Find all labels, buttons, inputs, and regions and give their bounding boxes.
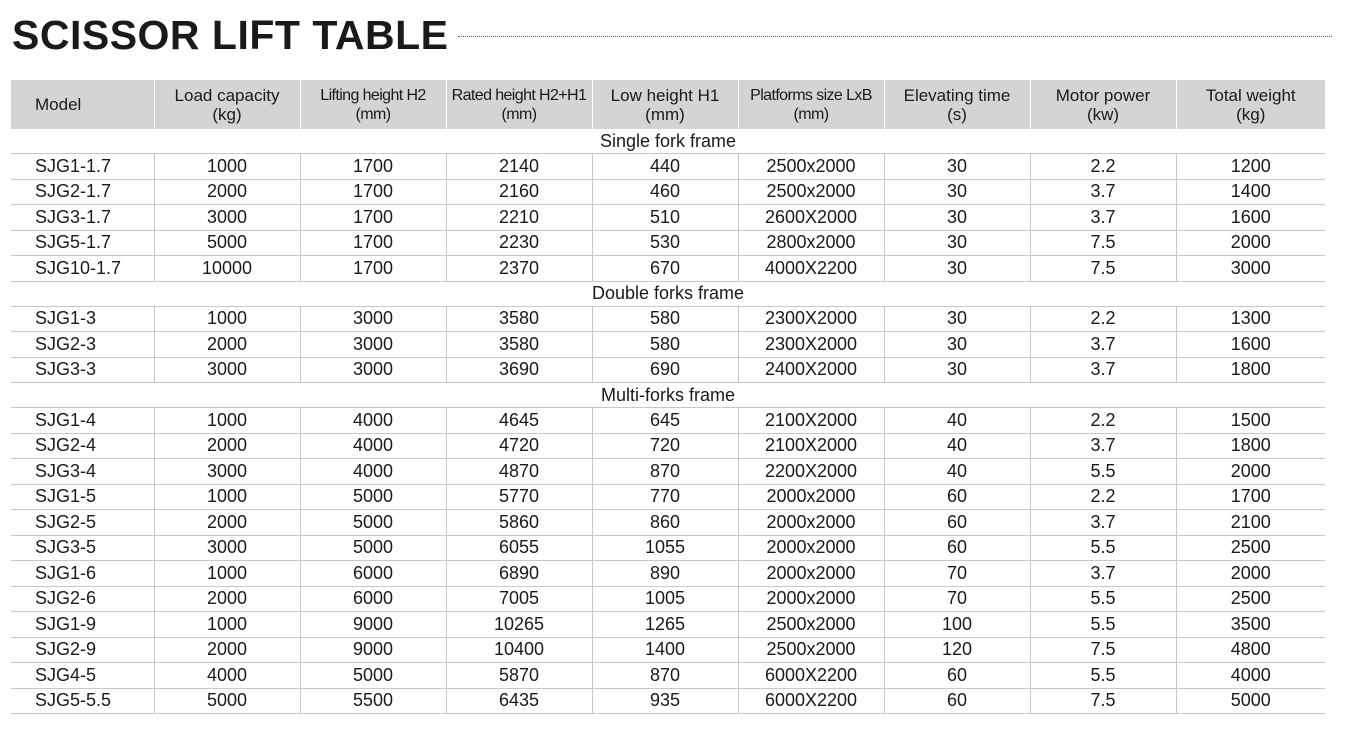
cell-model: SJG10-1.7	[11, 256, 154, 282]
cell-lifting-height: 1700	[300, 256, 446, 282]
cell-platform-size: 2400X2000	[738, 357, 884, 383]
cell-rated-height: 3690	[446, 357, 592, 383]
cell-motor-power: 7.5	[1030, 256, 1176, 282]
cell-rated-height: 5860	[446, 510, 592, 536]
cell-elevating-time: 40	[884, 459, 1030, 485]
header-unit: (mm)	[793, 105, 829, 123]
cell-motor-power: 5.5	[1030, 663, 1176, 689]
cell-model: SJG2-3	[11, 332, 154, 358]
cell-model: SJG1-5	[11, 484, 154, 510]
cell-total-weight: 3000	[1176, 256, 1325, 282]
cell-low-height: 1055	[592, 535, 738, 561]
cell-low-height: 890	[592, 561, 738, 587]
cell-load-capacity: 1000	[154, 612, 300, 638]
header-label: Rated height H2+H1	[451, 86, 587, 104]
cell-low-height: 510	[592, 205, 738, 231]
cell-load-capacity: 5000	[154, 688, 300, 714]
cell-motor-power: 5.5	[1030, 535, 1176, 561]
cell-load-capacity: 2000	[154, 510, 300, 536]
table-row	[11, 561, 1325, 587]
cell-elevating-time: 60	[884, 510, 1030, 536]
header-unit: (kg)	[212, 104, 242, 124]
header-label: Lifting height H2	[320, 86, 426, 104]
cell-model: SJG5-5.5	[11, 688, 154, 714]
cell-load-capacity: 2000	[154, 332, 300, 358]
cell-load-capacity: 3000	[154, 357, 300, 383]
cell-platform-size: 2300X2000	[738, 332, 884, 358]
cell-low-height: 690	[592, 357, 738, 383]
header-row	[11, 80, 1325, 129]
cell-platform-size: 2000x2000	[738, 561, 884, 587]
section-title: Double forks frame	[11, 281, 1325, 306]
header-elevating-time	[884, 80, 1030, 129]
cell-model: SJG4-5	[11, 663, 154, 689]
cell-elevating-time: 70	[884, 586, 1030, 612]
cell-elevating-time: 30	[884, 230, 1030, 256]
table-row	[11, 637, 1325, 663]
table-row	[11, 535, 1325, 561]
cell-motor-power: 3.7	[1030, 357, 1176, 383]
header-unit: (kw)	[1086, 104, 1120, 124]
cell-total-weight: 1800	[1176, 357, 1325, 383]
header-label: Elevating time	[903, 85, 1011, 105]
cell-load-capacity: 2000	[154, 637, 300, 663]
cell-rated-height: 6890	[446, 561, 592, 587]
cell-model: SJG2-4	[11, 433, 154, 459]
cell-total-weight: 1600	[1176, 205, 1325, 231]
cell-motor-power: 3.7	[1030, 433, 1176, 459]
header-total-weight	[1176, 80, 1325, 129]
section-row	[11, 383, 1325, 408]
cell-low-height: 440	[592, 154, 738, 180]
header-load-capacity	[154, 80, 300, 129]
cell-model: SJG3-5	[11, 535, 154, 561]
cell-elevating-time: 100	[884, 612, 1030, 638]
table-row	[11, 459, 1325, 485]
cell-elevating-time: 30	[884, 205, 1030, 231]
cell-lifting-height: 4000	[300, 459, 446, 485]
cell-total-weight: 1700	[1176, 484, 1325, 510]
title-dotted-rule	[458, 36, 1332, 37]
cell-platform-size: 2000x2000	[738, 586, 884, 612]
cell-load-capacity: 1000	[154, 484, 300, 510]
cell-rated-height: 2230	[446, 230, 592, 256]
cell-total-weight: 1600	[1176, 332, 1325, 358]
cell-model: SJG1-9	[11, 612, 154, 638]
cell-total-weight: 1800	[1176, 433, 1325, 459]
cell-total-weight: 2500	[1176, 586, 1325, 612]
cell-low-height: 1005	[592, 586, 738, 612]
cell-low-height: 1400	[592, 637, 738, 663]
cell-load-capacity: 1000	[154, 154, 300, 180]
cell-load-capacity: 4000	[154, 663, 300, 689]
cell-elevating-time: 30	[884, 332, 1030, 358]
header-unit: (s)	[947, 104, 967, 124]
cell-load-capacity: 1000	[154, 408, 300, 434]
cell-elevating-time: 30	[884, 357, 1030, 383]
cell-rated-height: 10265	[446, 612, 592, 638]
table-row	[11, 484, 1325, 510]
cell-motor-power: 2.2	[1030, 484, 1176, 510]
table-body	[11, 129, 1325, 714]
cell-lifting-height: 5000	[300, 510, 446, 536]
header-label: Motor power	[1055, 85, 1151, 105]
table-row	[11, 230, 1325, 256]
cell-motor-power: 3.7	[1030, 561, 1176, 587]
cell-lifting-height: 3000	[300, 332, 446, 358]
table-row	[11, 408, 1325, 434]
cell-elevating-time: 30	[884, 154, 1030, 180]
cell-lifting-height: 5000	[300, 663, 446, 689]
cell-rated-height: 2160	[446, 179, 592, 205]
cell-lifting-height: 1700	[300, 154, 446, 180]
cell-elevating-time: 40	[884, 433, 1030, 459]
cell-model: SJG3-1.7	[11, 205, 154, 231]
header-label: Platforms size LxB	[750, 86, 872, 104]
cell-total-weight: 2000	[1176, 459, 1325, 485]
cell-motor-power: 5.5	[1030, 612, 1176, 638]
cell-lifting-height: 6000	[300, 561, 446, 587]
header-label: Low height H1	[610, 85, 720, 105]
table-row	[11, 306, 1325, 332]
section-row	[11, 281, 1325, 306]
cell-rated-height: 2140	[446, 154, 592, 180]
cell-rated-height: 4870	[446, 459, 592, 485]
cell-total-weight: 4800	[1176, 637, 1325, 663]
cell-elevating-time: 70	[884, 561, 1030, 587]
cell-motor-power: 7.5	[1030, 230, 1176, 256]
cell-elevating-time: 60	[884, 688, 1030, 714]
cell-platform-size: 2100X2000	[738, 408, 884, 434]
cell-platform-size: 2500x2000	[738, 154, 884, 180]
cell-rated-height: 6435	[446, 688, 592, 714]
cell-lifting-height: 1700	[300, 230, 446, 256]
cell-model: SJG5-1.7	[11, 230, 154, 256]
cell-total-weight: 1400	[1176, 179, 1325, 205]
cell-motor-power: 7.5	[1030, 637, 1176, 663]
cell-lifting-height: 5500	[300, 688, 446, 714]
header-model	[11, 80, 154, 129]
cell-lifting-height: 1700	[300, 179, 446, 205]
cell-load-capacity: 10000	[154, 256, 300, 282]
cell-model: SJG2-1.7	[11, 179, 154, 205]
table-row	[11, 586, 1325, 612]
cell-total-weight: 1500	[1176, 408, 1325, 434]
cell-low-height: 935	[592, 688, 738, 714]
cell-model: SJG2-6	[11, 586, 154, 612]
table-row	[11, 663, 1325, 689]
table-row	[11, 205, 1325, 231]
cell-motor-power: 3.7	[1030, 179, 1176, 205]
cell-platform-size: 2500x2000	[738, 612, 884, 638]
header-label: Total weight	[1205, 85, 1296, 105]
cell-elevating-time: 40	[884, 408, 1030, 434]
cell-platform-size: 2000x2000	[738, 535, 884, 561]
cell-total-weight: 4000	[1176, 663, 1325, 689]
cell-motor-power: 2.2	[1030, 408, 1176, 434]
header-label: Model	[35, 95, 82, 114]
cell-platform-size: 2000x2000	[738, 510, 884, 536]
cell-platform-size: 6000X2200	[738, 688, 884, 714]
cell-model: SJG1-6	[11, 561, 154, 587]
cell-elevating-time: 30	[884, 306, 1030, 332]
cell-rated-height: 2210	[446, 205, 592, 231]
cell-elevating-time: 60	[884, 535, 1030, 561]
cell-rated-height: 6055	[446, 535, 592, 561]
cell-lifting-height: 3000	[300, 306, 446, 332]
table-row	[11, 433, 1325, 459]
header-motor-power	[1030, 80, 1176, 129]
cell-platform-size: 2200X2000	[738, 459, 884, 485]
header-unit: (mm)	[355, 105, 391, 123]
table-row	[11, 357, 1325, 383]
cell-motor-power: 2.2	[1030, 154, 1176, 180]
cell-platform-size: 4000X2200	[738, 256, 884, 282]
cell-lifting-height: 6000	[300, 586, 446, 612]
cell-load-capacity: 3000	[154, 205, 300, 231]
header-unit: (mm)	[501, 105, 537, 123]
section-row	[11, 129, 1325, 154]
cell-model: SJG2-9	[11, 637, 154, 663]
header-rated-height	[446, 80, 592, 129]
cell-total-weight: 1200	[1176, 154, 1325, 180]
cell-elevating-time: 120	[884, 637, 1030, 663]
section-title: Single fork frame	[11, 129, 1325, 154]
cell-low-height: 460	[592, 179, 738, 205]
cell-motor-power: 2.2	[1030, 306, 1176, 332]
cell-lifting-height: 9000	[300, 612, 446, 638]
title-bar	[12, 10, 1332, 60]
cell-load-capacity: 1000	[154, 561, 300, 587]
cell-motor-power: 5.5	[1030, 459, 1176, 485]
cell-lifting-height: 3000	[300, 357, 446, 383]
cell-total-weight: 2000	[1176, 561, 1325, 587]
header-unit: (mm)	[645, 104, 685, 124]
cell-load-capacity: 2000	[154, 433, 300, 459]
cell-platform-size: 2800x2000	[738, 230, 884, 256]
cell-low-height: 770	[592, 484, 738, 510]
cell-platform-size: 2000x2000	[738, 484, 884, 510]
cell-platform-size: 2100X2000	[738, 433, 884, 459]
cell-lifting-height: 4000	[300, 408, 446, 434]
page-title: SCISSOR LIFT TABLE	[12, 11, 449, 58]
cell-total-weight: 2100	[1176, 510, 1325, 536]
cell-low-height: 1265	[592, 612, 738, 638]
header-label: Load capacity	[174, 85, 280, 105]
cell-rated-height: 4720	[446, 433, 592, 459]
cell-total-weight: 2500	[1176, 535, 1325, 561]
cell-platform-size: 2600X2000	[738, 205, 884, 231]
cell-model: SJG1-3	[11, 306, 154, 332]
spec-table	[11, 80, 1325, 714]
section-title: Multi-forks frame	[11, 383, 1325, 408]
table-row	[11, 332, 1325, 358]
cell-elevating-time: 30	[884, 256, 1030, 282]
cell-low-height: 530	[592, 230, 738, 256]
cell-rated-height: 3580	[446, 332, 592, 358]
cell-platform-size: 2500x2000	[738, 637, 884, 663]
cell-rated-height: 5770	[446, 484, 592, 510]
header-platform-size	[738, 80, 884, 129]
cell-low-height: 720	[592, 433, 738, 459]
cell-total-weight: 3500	[1176, 612, 1325, 638]
cell-load-capacity: 2000	[154, 586, 300, 612]
cell-rated-height: 2370	[446, 256, 592, 282]
cell-load-capacity: 3000	[154, 535, 300, 561]
table-row	[11, 256, 1325, 282]
cell-load-capacity: 3000	[154, 459, 300, 485]
cell-motor-power: 3.7	[1030, 510, 1176, 536]
cell-elevating-time: 60	[884, 484, 1030, 510]
table-row	[11, 688, 1325, 714]
cell-rated-height: 4645	[446, 408, 592, 434]
cell-rated-height: 3580	[446, 306, 592, 332]
cell-lifting-height: 1700	[300, 205, 446, 231]
table-row	[11, 612, 1325, 638]
cell-load-capacity: 1000	[154, 306, 300, 332]
cell-low-height: 870	[592, 663, 738, 689]
cell-model: SJG1-4	[11, 408, 154, 434]
cell-lifting-height: 9000	[300, 637, 446, 663]
header-unit: (kg)	[1236, 104, 1266, 124]
cell-elevating-time: 60	[884, 663, 1030, 689]
cell-model: SJG1-1.7	[11, 154, 154, 180]
cell-platform-size: 2300X2000	[738, 306, 884, 332]
cell-platform-size: 2500x2000	[738, 179, 884, 205]
cell-model: SJG2-5	[11, 510, 154, 536]
cell-low-height: 580	[592, 332, 738, 358]
cell-low-height: 580	[592, 306, 738, 332]
cell-lifting-height: 4000	[300, 433, 446, 459]
header-lifting-height	[300, 80, 446, 129]
cell-lifting-height: 5000	[300, 484, 446, 510]
cell-low-height: 670	[592, 256, 738, 282]
table-row	[11, 510, 1325, 536]
cell-rated-height: 10400	[446, 637, 592, 663]
cell-motor-power: 3.7	[1030, 332, 1176, 358]
table-row	[11, 154, 1325, 180]
cell-model: SJG3-4	[11, 459, 154, 485]
cell-total-weight: 1300	[1176, 306, 1325, 332]
cell-rated-height: 7005	[446, 586, 592, 612]
cell-elevating-time: 30	[884, 179, 1030, 205]
cell-motor-power: 3.7	[1030, 205, 1176, 231]
cell-motor-power: 5.5	[1030, 586, 1176, 612]
cell-low-height: 860	[592, 510, 738, 536]
header-low-height	[592, 80, 738, 129]
cell-load-capacity: 2000	[154, 179, 300, 205]
cell-low-height: 870	[592, 459, 738, 485]
cell-low-height: 645	[592, 408, 738, 434]
cell-lifting-height: 5000	[300, 535, 446, 561]
cell-rated-height: 5870	[446, 663, 592, 689]
cell-total-weight: 2000	[1176, 230, 1325, 256]
cell-platform-size: 6000X2200	[738, 663, 884, 689]
cell-model: SJG3-3	[11, 357, 154, 383]
table-header	[11, 80, 1325, 129]
table-row	[11, 179, 1325, 205]
cell-total-weight: 5000	[1176, 688, 1325, 714]
cell-motor-power: 7.5	[1030, 688, 1176, 714]
cell-load-capacity: 5000	[154, 230, 300, 256]
